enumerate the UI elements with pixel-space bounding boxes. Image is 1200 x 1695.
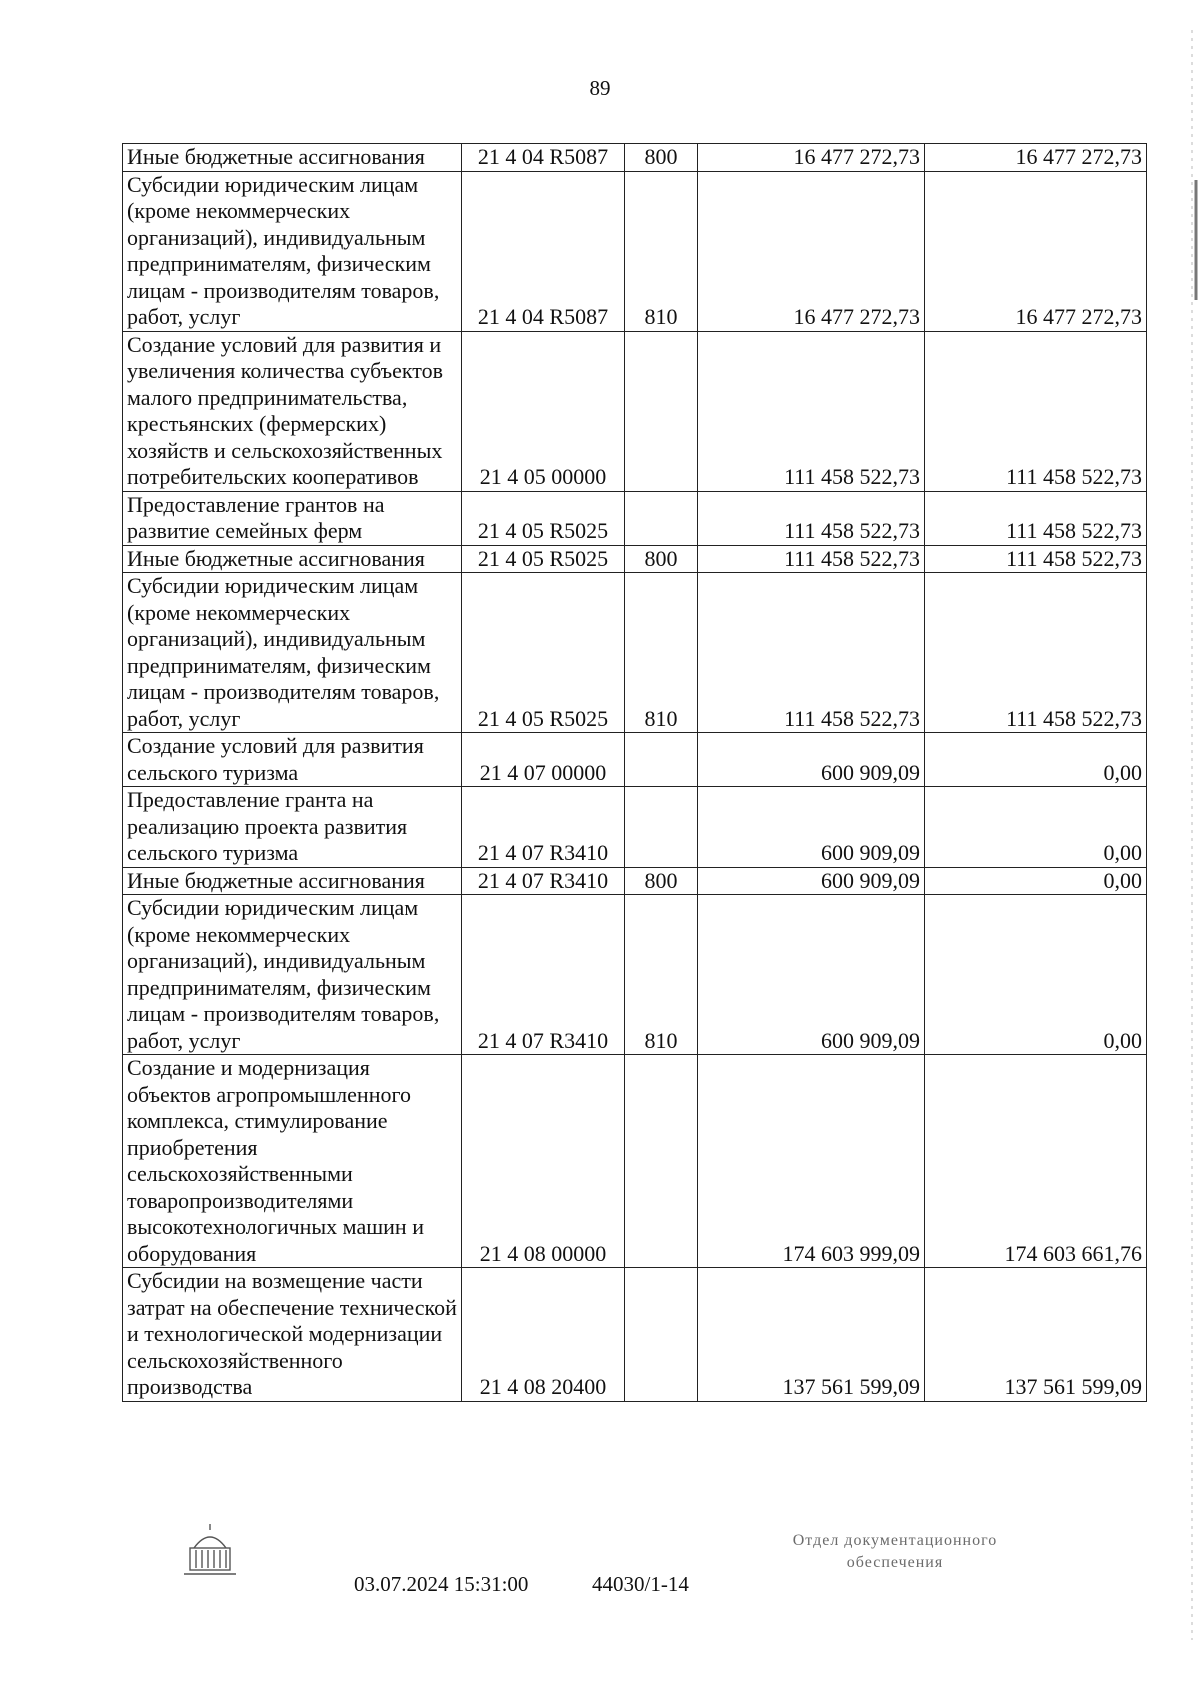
stamp-line-2: обеспечения <box>846 1554 944 1571</box>
row-amount-1: 137 561 599,09 <box>698 1268 925 1402</box>
row-vr: 800 <box>625 545 698 573</box>
row-code: 21 4 05 R5025 <box>462 573 625 733</box>
table-row <box>123 867 1147 895</box>
table-row <box>123 144 1147 172</box>
row-amount-2: 111 458 522,73 <box>925 491 1147 545</box>
row-vr: 800 <box>625 144 698 172</box>
row-code: 21 4 05 R5025 <box>462 491 625 545</box>
row-vr: 810 <box>625 895 698 1055</box>
row-name: Субсидии юридическим лицам (кроме некоммерческих организаций), индивидуальным предпринимателям, физическим лицам - производителям товаров, работ, услуг <box>123 895 462 1055</box>
row-code: 21 4 07 R3410 <box>462 787 625 868</box>
row-amount-1: 600 909,09 <box>698 733 925 787</box>
row-amount-1: 111 458 522,73 <box>698 573 925 733</box>
row-amount-1: 600 909,09 <box>698 787 925 868</box>
row-code: 21 4 08 20400 <box>462 1268 625 1402</box>
row-name: Субсидии юридическим лицам (кроме некоммерческих организаций), индивидуальным предпринимателям, физическим лицам - производителям товаров, работ, услуг <box>123 573 462 733</box>
row-name: Предоставление гранта на реализацию проекта развития сельского туризма <box>123 787 462 868</box>
table-row <box>123 573 1147 733</box>
row-code: 21 4 05 R5025 <box>462 545 625 573</box>
table-row <box>123 491 1147 545</box>
row-vr <box>625 1268 698 1402</box>
row-vr <box>625 491 698 545</box>
page-number: 89 <box>589 76 611 100</box>
row-amount-2: 0,00 <box>925 895 1147 1055</box>
row-vr: 810 <box>625 171 698 331</box>
row-code: 21 4 04 R5087 <box>462 144 625 172</box>
row-vr: 800 <box>625 867 698 895</box>
row-vr <box>625 331 698 491</box>
row-code: 21 4 05 00000 <box>462 331 625 491</box>
table-row <box>123 331 1147 491</box>
row-code: 21 4 04 R5087 <box>462 171 625 331</box>
row-amount-2: 137 561 599,09 <box>925 1268 1147 1402</box>
row-code: 21 4 07 R3410 <box>462 895 625 1055</box>
row-amount-1: 111 458 522,73 <box>698 545 925 573</box>
table-row <box>123 895 1147 1055</box>
footer-datetime: 03.07.2024 15:31:00 <box>354 1572 529 1596</box>
row-amount-1: 111 458 522,73 <box>698 331 925 491</box>
table-row <box>123 545 1147 573</box>
row-amount-1: 174 603 999,09 <box>698 1055 925 1268</box>
row-name: Предоставление грантов на развитие семейных ферм <box>123 491 462 545</box>
table-row <box>123 787 1147 868</box>
row-amount-2: 111 458 522,73 <box>925 331 1147 491</box>
row-name: Субсидии юридическим лицам (кроме некоммерческих организаций), индивидуальным предпринимателям, физическим лицам - производителям товаров, работ, услуг <box>123 171 462 331</box>
row-name: Субсидии на возмещение части затрат на обеспечение технической и технологической модернизации сельскохозяйственного производства <box>123 1268 462 1402</box>
scan-edge-artifact <box>1184 0 1200 1695</box>
row-amount-2: 111 458 522,73 <box>925 545 1147 573</box>
row-amount-2: 0,00 <box>925 733 1147 787</box>
table-row <box>123 171 1147 331</box>
row-amount-2: 111 458 522,73 <box>925 573 1147 733</box>
row-amount-2: 16 477 272,73 <box>925 171 1147 331</box>
row-name: Иные бюджетные ассигнования <box>123 545 462 573</box>
row-vr: 810 <box>625 573 698 733</box>
row-amount-2: 0,00 <box>925 867 1147 895</box>
row-amount-2: 0,00 <box>925 787 1147 868</box>
row-name: Иные бюджетные ассигнования <box>123 144 462 172</box>
table-row <box>123 733 1147 787</box>
row-amount-1: 16 477 272,73 <box>698 144 925 172</box>
table-row <box>123 1268 1147 1402</box>
row-name: Создание условий для развития сельского туризма <box>123 733 462 787</box>
department-stamp <box>715 1530 1075 1574</box>
budget-table <box>122 143 1147 1402</box>
duma-building-icon <box>180 1520 240 1580</box>
row-amount-1: 16 477 272,73 <box>698 171 925 331</box>
row-code: 21 4 07 R3410 <box>462 867 625 895</box>
row-code: 21 4 07 00000 <box>462 733 625 787</box>
row-amount-1: 600 909,09 <box>698 895 925 1055</box>
row-amount-2: 174 603 661,76 <box>925 1055 1147 1268</box>
stamp-line-1: Отдел документационного <box>792 1532 998 1549</box>
row-amount-2: 16 477 272,73 <box>925 144 1147 172</box>
row-code: 21 4 08 00000 <box>462 1055 625 1268</box>
row-name: Иные бюджетные ассигнования <box>123 867 462 895</box>
row-amount-1: 111 458 522,73 <box>698 491 925 545</box>
row-name: Создание и модернизация объектов агропромышленного комплекса, стимулирование приобретения сельскохозяйственными товаропроизводителями высокотехнологичных машин и оборудования <box>123 1055 462 1268</box>
row-vr <box>625 733 698 787</box>
footer-doc-number: 44030/1-14 <box>592 1572 689 1596</box>
row-name: Создание условий для развития и увеличения количества субъектов малого предпринимательства, крестьянских (фермерских) хозяйств и сельскохозяйственных потребительских кооперативов <box>123 331 462 491</box>
row-vr <box>625 787 698 868</box>
table-row <box>123 1055 1147 1268</box>
row-amount-1: 600 909,09 <box>698 867 925 895</box>
row-vr <box>625 1055 698 1268</box>
